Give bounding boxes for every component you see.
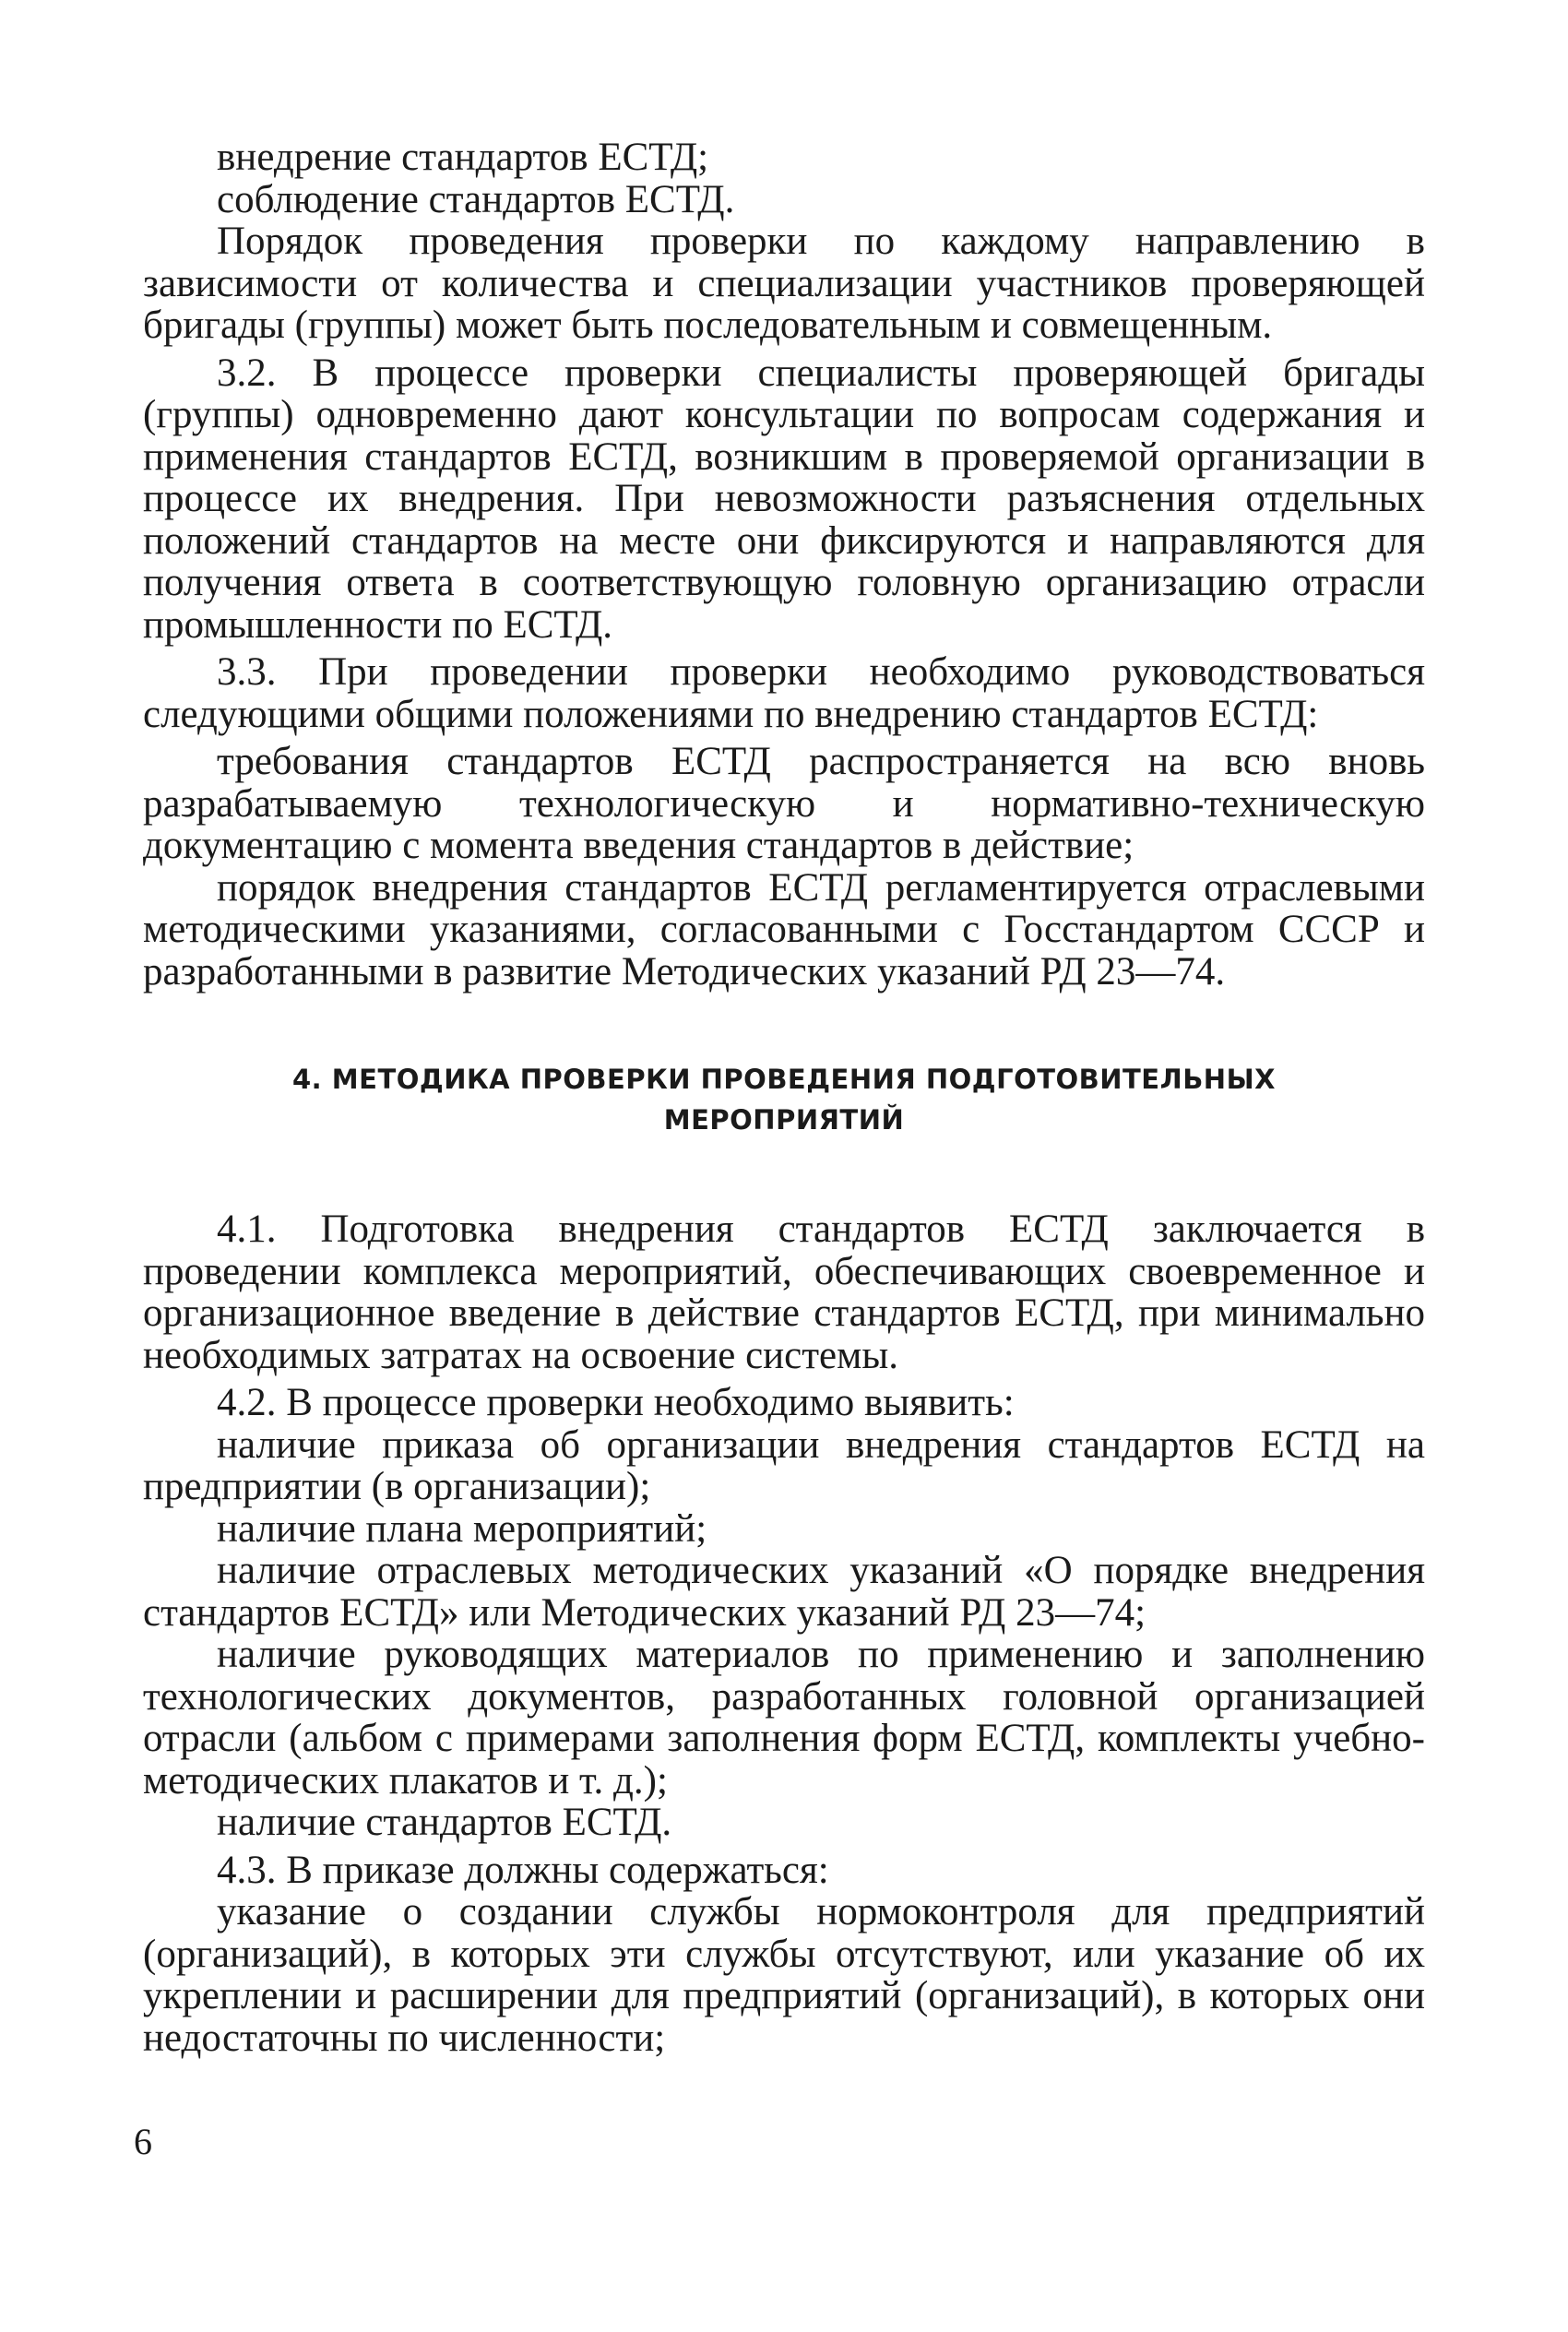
paragraph-4-2: 4.2. В процессе проверки необходимо выявить: bbox=[217, 1381, 1015, 1424]
paragraph-3-3: 3.3. При проведении проверки необходимо руководствоваться следующими общими положениями по внедрению стандартов ЕСТД: bbox=[143, 650, 1425, 736]
list-item: наличие руководящих материалов по применению и заполнению технологических документов, разработанных головной организацией отрасли (альбом с примерами заполнения форм ЕСТД, комплекты учебно-методических плакатов и т. д.); bbox=[143, 1633, 1425, 1803]
list-item: указание о создании службы нормоконтроля для предприятий (организаций), в которых эти службы отсутствуют, или указание об их укреплении и расширении для предприятий (организаций), в которых они недостаточны по численности; bbox=[143, 1890, 1425, 2060]
paragraph-4-3: 4.3. В приказе должны содержаться: bbox=[217, 1848, 829, 1892]
list-item: наличие стандартов ЕСТД. bbox=[217, 1801, 672, 1844]
list-item: наличие плана мероприятий; bbox=[217, 1506, 707, 1551]
paragraph-3-2: 3.2. В процессе проверки специалисты проверяющей бригады (группы) одновременно дают консультации по вопросам содержания и применения стандартов ЕСТД, возникшим в проверяемой организации в процессе их внедрения. При невозможности разъяснения отдельных положений стандартов на месте они фиксируются и направляются для получения ответа в соответствующую головную организацию отрасли промышленности по ЕСТД. bbox=[143, 351, 1425, 647]
page-number: 6 bbox=[134, 2121, 152, 2162]
paragraph: соблюдение стандартов ЕСТД. bbox=[217, 177, 735, 221]
paragraph: порядок внедрения стандартов ЕСТД регламентируется отраслевыми методическими указаниями, согласованными с Госстандартом СССР и разработанными в развитие Методических указаний РД 23—74. bbox=[143, 865, 1425, 993]
list-item: наличие отраслевых методических указаний «О порядке внедрения стандартов ЕСТД» или Методических указаний РД 23—74; bbox=[143, 1549, 1425, 1635]
list-item: наличие приказа об организации внедрения стандартов ЕСТД на предприятии (в организации); bbox=[143, 1422, 1425, 1508]
paragraph: Порядок проведения проверки по каждому направлению в зависимости от количества и специализации участников проверяющей бригады (группы) может быть последовательным и совмещенным. bbox=[143, 220, 1425, 347]
page-body bbox=[143, 137, 1425, 2059]
heading-line-1: 4. МЕТОДИКА ПРОВЕРКИ ПРОВЕДЕНИЯ ПОДГОТОВИТЕЛЬНЫХ bbox=[291, 1064, 1276, 1095]
paragraph: внедрение стандартов ЕСТД; bbox=[217, 136, 709, 179]
paragraph: требования стандартов ЕСТД распространяется на всю вновь разрабатываемую технологическую и нормативно-техническую документацию с момента введения стандартов в действие; bbox=[143, 740, 1425, 867]
section-4-heading bbox=[143, 1059, 1425, 1140]
paragraph-4-1: 4.1. Подготовка внедрения стандартов ЕСТД заключается в проведении комплекса мероприятий, обеспечивающих своевременное и организационное введение в действие стандартов ЕСТД, при минимально необходимых затратах на освоение системы. bbox=[143, 1208, 1425, 1377]
heading-line-2: МЕРОПРИЯТИЙ bbox=[663, 1104, 905, 1136]
